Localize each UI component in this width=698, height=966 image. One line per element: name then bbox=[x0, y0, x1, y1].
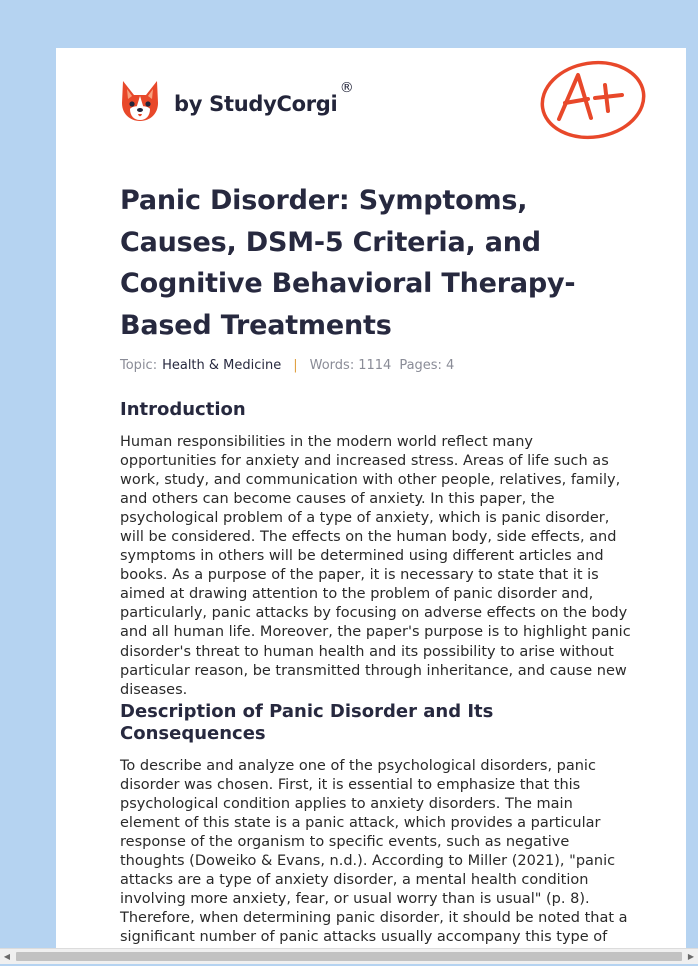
brand-name bbox=[174, 80, 354, 116]
page-title: Panic Disorder: Symptoms, Causes, DSM-5 Criteria, and Cognitive Behavioral Therapy-Based Treatments bbox=[120, 185, 576, 341]
pages-count: 4 bbox=[445, 358, 455, 373]
topic-label: Topic: bbox=[120, 358, 158, 373]
document-content bbox=[120, 180, 634, 966]
section-heading-introduction: Introduction bbox=[120, 399, 246, 420]
section-heading-description: Description of Panic Disorder and Its Consequences bbox=[120, 700, 494, 744]
document-page bbox=[56, 48, 686, 951]
section-body-introduction: Human responsibilities in the modern world reflect many opportunities for anxiety and increased stress. Areas of life such as work, study, and communication with other people, relatives, family, and others can become causes of anxiety. In this paper, the psychological problem of a type of anxiety, which is panic disorder, will be considered. The effects on the human body, side effects, and symptoms in others will be determined using different articles and books. As a purpose of the paper, it is necessary to state that it is aimed at drawing attention to the problem of panic disorder and, particularly, panic attacks by focusing on adverse effects on the body and all human life. Moreover, the paper's purpose is to highlight panic disorder's threat to human health and its possibility to arise without particular reason, be transmitted through inheritance, and cause new diseases. bbox=[120, 434, 631, 698]
scroll-right-arrow-icon[interactable]: ▶ bbox=[687, 952, 695, 961]
corgi-icon bbox=[120, 79, 160, 123]
brand-name-text: by StudyCorgi bbox=[174, 92, 338, 116]
topic-link[interactable]: Health & Medicine bbox=[162, 358, 282, 373]
pages-label: Pages: bbox=[399, 358, 442, 373]
grade-a-plus-icon bbox=[538, 58, 648, 142]
brand-logo[interactable] bbox=[120, 76, 354, 126]
section-body-description: To describe and analyze one of the psychological disorders, panic disorder was chosen. First, it is essential to emphasize that this psychological condition applies to anxiety disorders. The main element of this state is a panic attack, which provides a particular response of the organism to specific events, such as negative thoughts (Doweiko & Evans, n.d.). According to Miller (2021), "panic attacks are a type of anxiety disorder, a mental health condition involving more anxiety, fear, or usual worry than is usual" (p. 8). Therefore, when determining panic disorder, it should be noted that a significant number of panic attacks usually accompany this type of bbox=[120, 757, 628, 946]
document-meta bbox=[120, 358, 634, 373]
grade-badge bbox=[538, 58, 648, 146]
meta-separator: | bbox=[293, 358, 298, 373]
words-count: 1114 bbox=[358, 358, 392, 373]
scroll-thumb[interactable] bbox=[16, 952, 682, 961]
registered-mark: ® bbox=[339, 80, 354, 96]
horizontal-scrollbar[interactable] bbox=[0, 948, 698, 964]
scroll-left-arrow-icon[interactable]: ◀ bbox=[3, 952, 11, 961]
grade-text: A+ bbox=[538, 58, 540, 59]
words-label: Words: bbox=[309, 358, 355, 373]
